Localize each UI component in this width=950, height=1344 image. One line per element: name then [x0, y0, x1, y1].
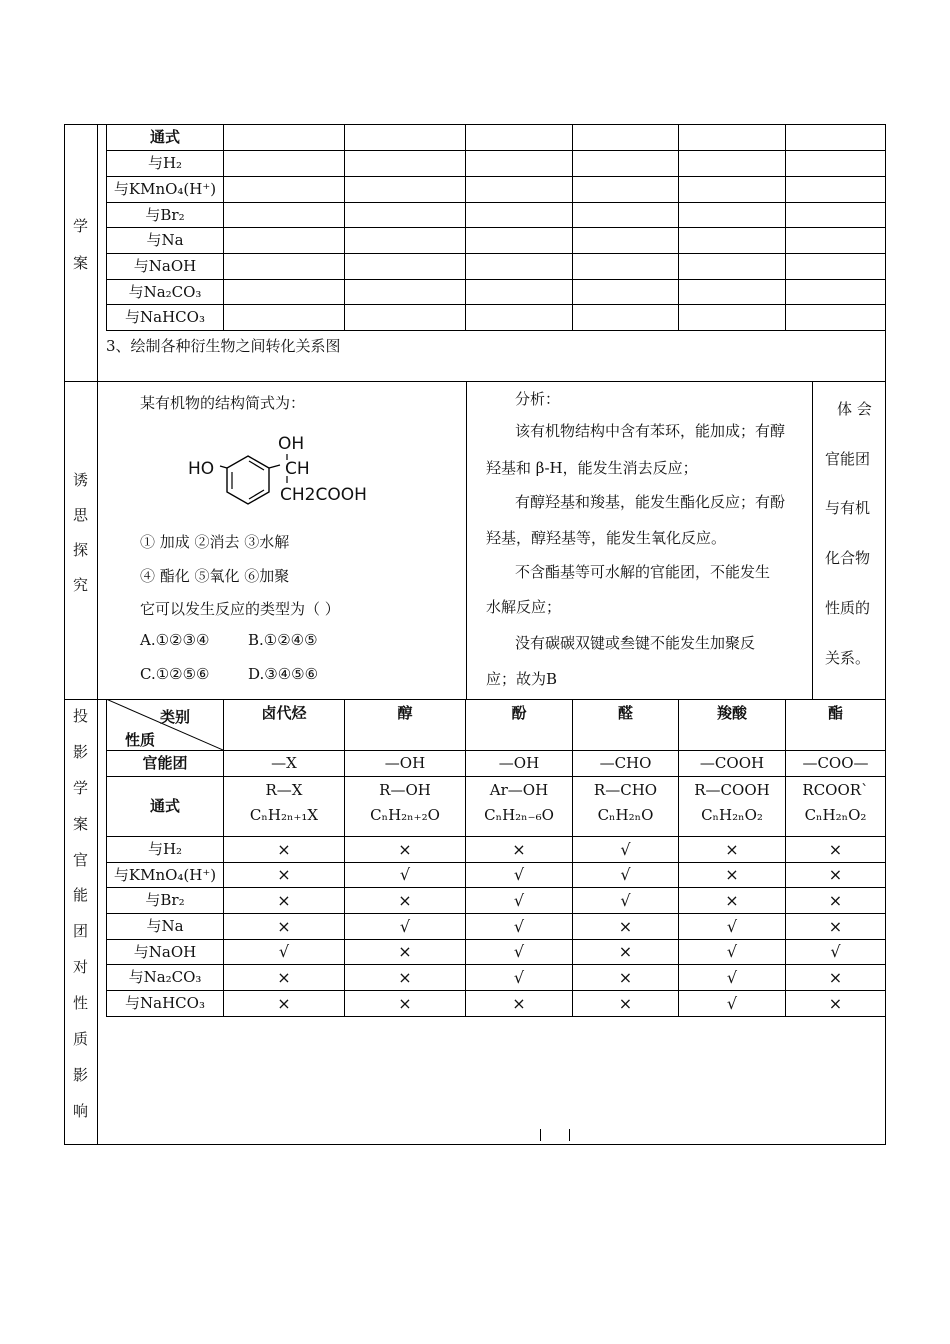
note-line: 体 会	[837, 400, 872, 418]
side-char: 诱	[72, 471, 88, 489]
reaction-mark: √	[726, 916, 738, 936]
reaction-mark: √	[399, 916, 411, 936]
options-line2: ④ 酯化 ⑤氧化 ⑥加聚	[140, 567, 290, 585]
side-char: 探	[72, 541, 88, 559]
side-char: 质	[72, 1030, 88, 1049]
formula-general: CₙH₂ₙ₋₆O	[484, 805, 554, 824]
reaction-mark: √	[620, 890, 631, 910]
reaction-mark: ×	[828, 993, 843, 1013]
reaction-mark: ×	[398, 967, 412, 987]
reaction-label: 与NaHCO₃	[125, 994, 205, 1012]
header-category: 类别	[160, 708, 191, 726]
benzene-ring	[227, 456, 269, 504]
row-label: 与Na₂CO₃	[128, 282, 202, 301]
functional-group-label: 官能团	[142, 754, 188, 772]
functional-group: —OH	[498, 754, 540, 772]
side-char: 影	[72, 1065, 88, 1084]
row-label: 与Na	[146, 231, 184, 249]
choice-a: A.①②③④	[140, 631, 210, 649]
formula-top: R—OH	[379, 780, 431, 799]
formula-label: 通式	[149, 797, 180, 815]
side-char: 能	[72, 886, 88, 905]
side-char: 学	[72, 778, 88, 797]
note-line: 官能团	[825, 450, 871, 468]
reaction-mark: ×	[277, 890, 291, 910]
ho-left: HO	[188, 459, 215, 479]
reaction-mark: ×	[828, 967, 843, 987]
reaction-mark: ×	[828, 865, 843, 884]
analysis-line: 羟基，醇羟基等，能发生氧化反应。	[486, 529, 727, 547]
reaction-mark: ×	[277, 916, 291, 936]
formula-general: CₙH₂ₙ₊₂O	[370, 805, 440, 824]
reaction-mark: √	[513, 942, 525, 961]
note-line: 性质的	[825, 599, 871, 617]
question-prompt: 它可以发生反应的类型为（ ）	[140, 600, 340, 618]
reaction-mark: ×	[725, 865, 739, 884]
column-header: 酚	[511, 703, 527, 722]
functional-group: —OH	[384, 754, 426, 772]
formula-top: Ar—OH	[489, 780, 549, 799]
reaction-label: 与NaOH	[133, 942, 197, 961]
side-char: 团	[72, 922, 88, 941]
row-label: 与NaHCO₃	[125, 308, 205, 326]
reaction-mark: ×	[828, 839, 843, 859]
section2-side-label	[64, 469, 97, 595]
reaction-mark: ×	[618, 993, 633, 1013]
analysis-line: 水解反应；	[486, 598, 562, 616]
reaction-mark: ×	[828, 890, 843, 910]
functional-group: —X	[271, 754, 297, 772]
reaction-mark: ×	[828, 916, 843, 936]
row-label: 与NaOH	[133, 257, 197, 275]
reaction-mark: ×	[398, 993, 412, 1013]
analysis-line: 有醇羟基和羧基，能发生酯化反应；有酚	[515, 493, 786, 511]
column-header: 醛	[617, 703, 633, 722]
formula-general: CₙH₂ₙO₂	[804, 805, 867, 824]
formula-top: R—X	[265, 780, 303, 799]
reaction-mark: ×	[512, 993, 526, 1013]
reaction-mark: √	[620, 865, 631, 884]
side-char: 影	[72, 742, 88, 761]
reaction-mark: √	[726, 942, 738, 961]
reaction-mark: ×	[512, 839, 526, 859]
reaction-mark: ×	[725, 890, 739, 910]
reaction-mark: √	[513, 890, 525, 910]
reaction-mark: √	[278, 942, 290, 961]
options-line1: ① 加成 ②消去 ③水解	[140, 533, 290, 551]
formula-top: R—CHO	[593, 780, 658, 799]
note-line: 与有机	[825, 499, 871, 517]
reaction-label: 与Na	[146, 917, 184, 935]
side-char: 对	[72, 958, 88, 977]
reaction-mark: √	[830, 942, 841, 961]
choice-b: B.①②④⑤	[248, 631, 318, 649]
question-intro: 某有机物的结构简式为：	[140, 394, 306, 412]
analysis-title: 分析：	[515, 390, 561, 408]
formula-top: R—COOH	[694, 780, 770, 799]
side-char: 官	[72, 850, 88, 869]
row-label: 与Br₂	[145, 205, 185, 224]
functional-group: —COOH	[699, 754, 765, 772]
reaction-mark: ×	[398, 890, 412, 910]
reaction-mark: √	[513, 865, 525, 884]
reaction-mark: √	[513, 967, 525, 987]
row-label-formula: 通式	[149, 128, 180, 146]
reaction-mark: √	[620, 839, 631, 859]
oh-top: OH	[278, 434, 305, 454]
reaction-mark: ×	[618, 967, 633, 987]
side-char: 案	[72, 254, 88, 272]
reaction-mark: ×	[725, 839, 739, 859]
reaction-mark: √	[513, 916, 525, 936]
reaction-mark: ×	[277, 839, 291, 859]
side-char: 性	[72, 994, 88, 1013]
row-label: 与H₂	[147, 154, 183, 172]
formula-top: RCOOR`	[802, 780, 869, 799]
functional-group: —CHO	[599, 754, 652, 772]
column-header: 酯	[827, 703, 843, 722]
side-char: 案	[72, 814, 88, 833]
reaction-label: 与Br₂	[145, 891, 185, 909]
reaction-mark: ×	[398, 942, 412, 961]
reaction-mark: √	[399, 865, 411, 884]
side-chain: CH2COOH	[280, 485, 367, 505]
side-char: 投	[72, 707, 88, 725]
functional-group: —COO—	[802, 754, 869, 772]
formula-general: CₙH₂ₙ₊₁X	[249, 805, 319, 824]
row-label: 与KMnO₄(H⁺)	[113, 180, 217, 198]
analysis-line: 应；故为B	[486, 670, 558, 688]
reaction-label: 与KMnO₄(H⁺)	[113, 865, 217, 884]
reaction-mark: ×	[277, 865, 291, 884]
reaction-mark: ×	[277, 967, 291, 987]
analysis-line: 该有机物结构中含有苯环，能加成；有醇	[515, 422, 786, 440]
reaction-mark: √	[726, 967, 738, 987]
reaction-label: 与H₂	[147, 840, 183, 858]
reaction-mark: √	[726, 993, 738, 1013]
side-char: 学	[72, 217, 88, 235]
choice-d: D.③④⑤⑥	[248, 665, 319, 683]
side-char: 响	[72, 1101, 88, 1120]
section1-side-label	[64, 215, 97, 273]
cursor-tick	[569, 1129, 570, 1141]
analysis-line: 不含酯基等可水解的官能团，不能发生	[515, 563, 771, 581]
note-line: 化合物	[825, 549, 871, 567]
reaction-mark: ×	[618, 942, 633, 961]
reaction-mark: ×	[618, 916, 633, 936]
reaction-mark: ×	[398, 839, 412, 859]
drawing-task: 3、绘制各种衍生物之间转化关系图	[106, 337, 341, 355]
choice-c: C.①②⑤⑥	[140, 665, 210, 683]
cursor-tick	[540, 1129, 541, 1141]
analysis-line: 羟基和 β-H，能发生消去反应；	[486, 459, 698, 477]
reaction-mark: ×	[277, 993, 291, 1013]
formula-general: CₙH₂ₙO₂	[701, 805, 763, 824]
note-line: 关系。	[825, 649, 871, 667]
section3-side-label	[64, 705, 97, 1121]
column-header: 醇	[397, 703, 413, 722]
side-char: 思	[72, 506, 88, 524]
column-header: 卤代烃	[261, 703, 307, 722]
header-property: 性质	[125, 731, 156, 749]
ch-label: CH	[285, 459, 310, 479]
analysis-line: 没有碳碳双键或叁键不能发生加聚反	[515, 634, 756, 652]
formula-general: CₙH₂ₙO	[597, 805, 654, 824]
side-char: 究	[72, 576, 88, 594]
column-header: 羧酸	[716, 703, 747, 722]
reaction-label: 与Na₂CO₃	[128, 968, 202, 986]
